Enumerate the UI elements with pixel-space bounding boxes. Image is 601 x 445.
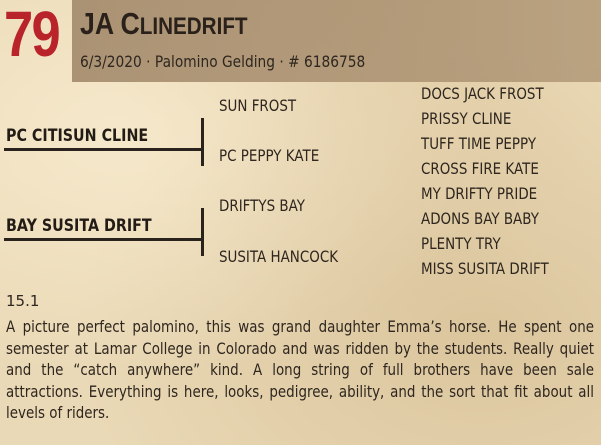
great-grandparent: DOCS JACK FROST — [421, 84, 544, 103]
lot-number: 79 — [4, 0, 60, 70]
horse-name — [80, 8, 248, 39]
great-grandparent: CROSS FIRE KATE — [421, 159, 539, 178]
great-grandparent: MY DRIFTY PRIDE — [421, 184, 538, 203]
horse-info: 6/3/2020 · Palomino Gelding · # 6186758 — [80, 52, 366, 71]
sire-line — [4, 148, 204, 151]
great-grandparent: PLENTY TRY — [421, 234, 501, 253]
sire-sire-name: SUN FROST — [219, 96, 297, 115]
sire-bracket — [201, 118, 204, 166]
height-value: 15.1 — [6, 292, 40, 310]
dam-line — [4, 238, 204, 241]
sire-name: PC CITISUN CLINE — [6, 126, 149, 146]
description-text: A picture perfect palomino, this was grand daughter Emma’s horse. He spent one semester at Lamar College in Colorado and was ridden by the students. Really quiet and the “catch anywhere” kind. A long string of full brothers have been sale attractions. Everything is here, looks, pedigree, ability, and the sort that fit about all levels of riders. — [6, 317, 594, 422]
dam-dam-name: SUSITA HANCOCK — [219, 247, 339, 266]
great-grandparent: TUFF TIME PEPPY — [421, 134, 537, 153]
great-grandparent: ADONS BAY BABY — [421, 209, 539, 228]
dam-name: BAY SUSITA DRIFT — [6, 216, 152, 236]
great-grandparent: MISS SUSITA DRIFT — [421, 259, 549, 278]
dam-sire-name: DRIFTYS BAY — [219, 196, 305, 215]
dam-bracket — [201, 208, 204, 256]
horse-name-rest: LINEDRIFT — [139, 13, 248, 40]
horse-name-lead: JA C — [80, 6, 140, 41]
great-grandparent: PRISSY CLINE — [421, 109, 512, 128]
sire-dam-name: PC PEPPY KATE — [219, 146, 320, 165]
